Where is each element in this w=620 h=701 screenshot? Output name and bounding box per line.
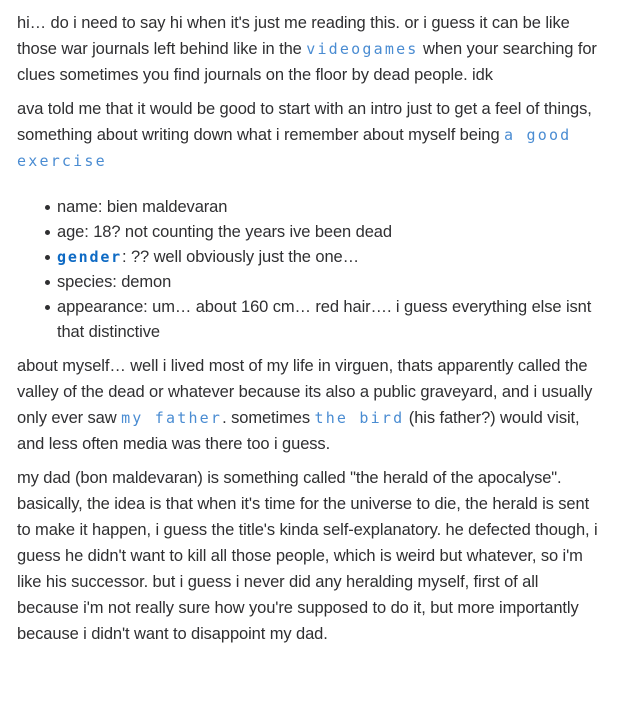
text-run: when your searching for clues sometimes you find journals on the floor by dead people. idk (17, 40, 597, 84)
inline-link[interactable]: a good exercise (17, 126, 572, 170)
text-run: age: 18? not counting the years ive been dead (57, 223, 392, 241)
text-run: . sometimes (222, 409, 315, 427)
list-item (57, 220, 602, 245)
text-run: about myself… well i lived most of my life in virguen, thats apparently called the valley of the dead or whatever because its also a public graveyard, and i usually only ever saw (17, 357, 593, 427)
text-run: species: demon (57, 273, 172, 291)
inline-link[interactable]: the bird (314, 409, 405, 427)
list-item (57, 195, 602, 220)
body-paragraph (17, 10, 602, 88)
inline-link[interactable]: videogames (306, 40, 419, 58)
list-item (57, 270, 602, 295)
text-run: ava told me that it would be good to start with an intro just to get a feel of things, something about writing down what i remember about myself being (17, 100, 592, 144)
character-profile-list (17, 195, 602, 345)
body-paragraph (17, 96, 602, 174)
text-run: hi… do i need to say hi when it's just me reading this. or i guess it can be like those war journals left behind like in the (17, 14, 570, 58)
text-run: my dad (bon maldevaran) is something called "the herald of the apocalyse". basically, the idea is that when it's time for the universe to die, the herald is sent to make it happen, i guess the title's kinda self-explanatory. he defected though, i guess he didn't want to kill all those people, which is weird but whatever, so i'm like his successor. but i guess i never did any heralding myself, first of all because i'm not really sure how you're supposed to do it, but more importantly because i didn't want to disappoint my dad. (17, 469, 598, 643)
body-paragraph (17, 465, 602, 647)
text-run: : ?? well obviously just the one… (122, 248, 359, 266)
inline-link-bold[interactable]: gender (57, 248, 122, 266)
list-item (57, 245, 602, 270)
list-item (57, 295, 602, 345)
text-run: name: bien maldevaran (57, 198, 228, 216)
inline-link[interactable]: my father (121, 409, 223, 427)
body-paragraph (17, 353, 602, 457)
text-run: (his father?) would visit, and less often media was there too i guess. (17, 409, 580, 453)
text-run: appearance: um… about 160 cm… red hair…. i guess everything else isnt that distinctive (57, 298, 592, 341)
